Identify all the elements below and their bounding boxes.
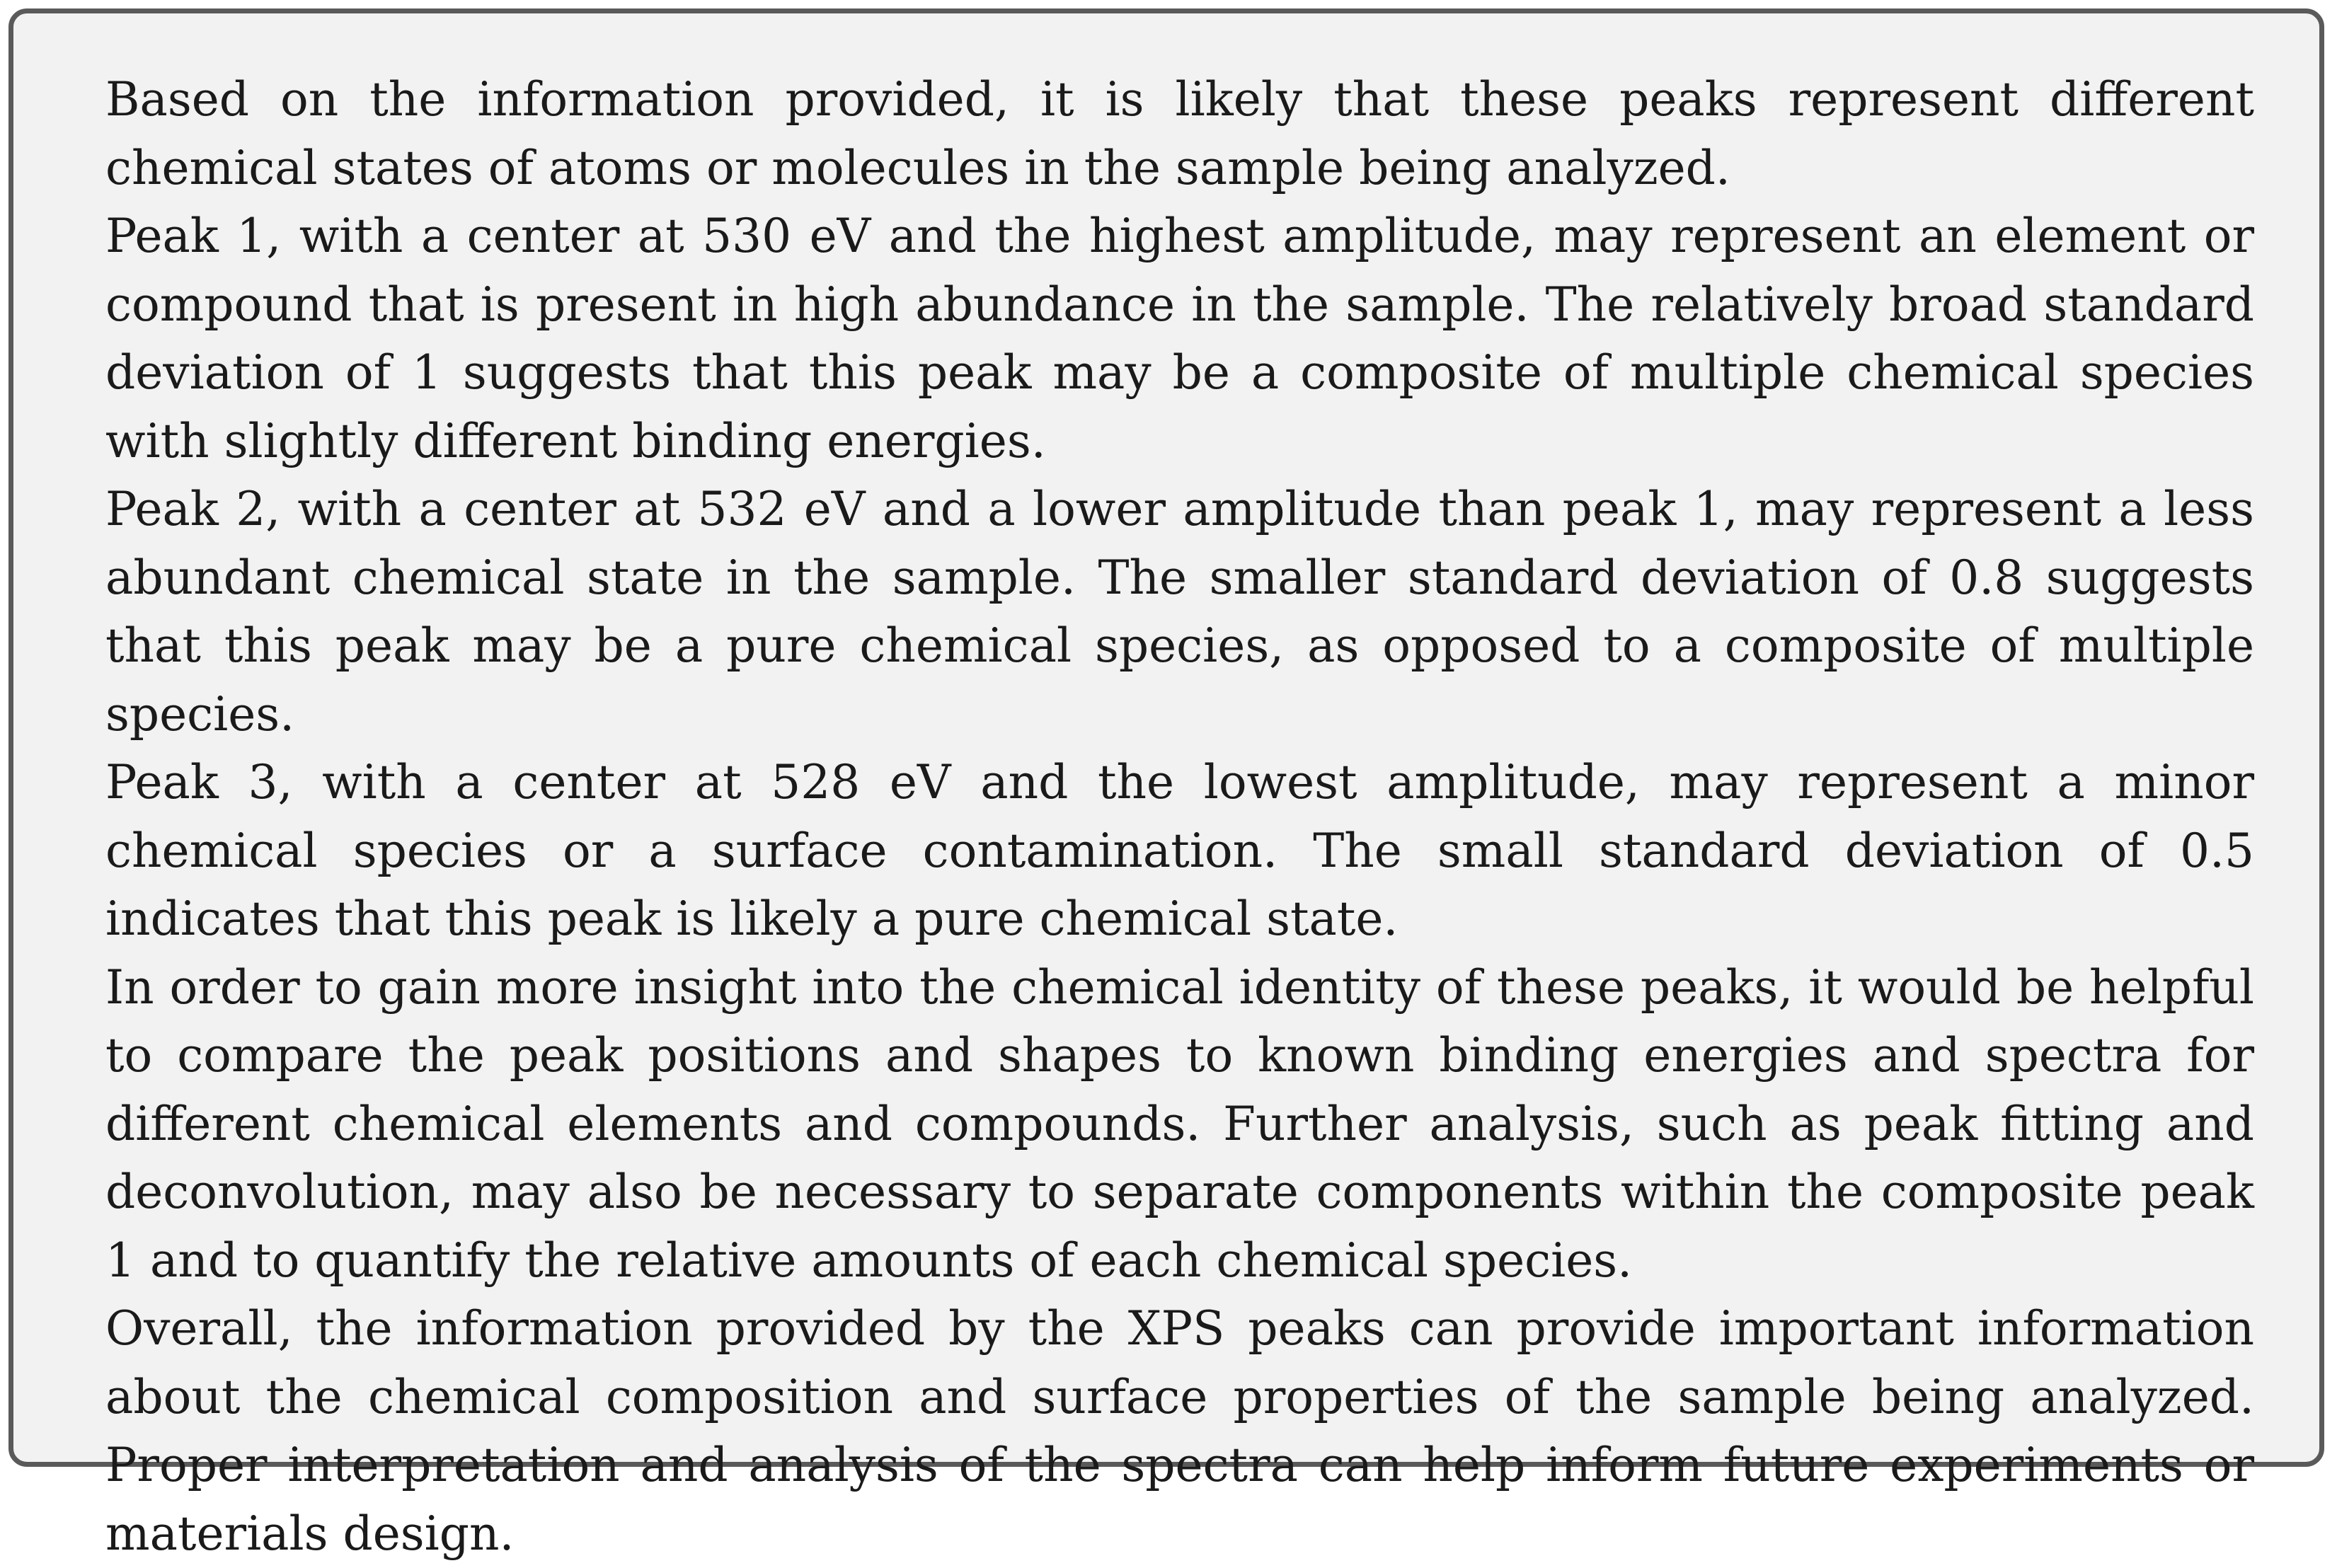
paragraph-intro: Based on the information provided, it is likely that these peaks represent different chemical states of atoms or molecules in the sample being analyzed.	[105, 72, 2254, 195]
paragraph-peak-1: Peak 1, with a center at 530 eV and the highest amplitude, may represent an element or compound that is present in high abundance in the sample. The relatively broad standard deviation of 1 suggests that this peak may be a composite of multiple chemical species with slightly different binding energies.	[105, 209, 2254, 468]
paragraph-further-analysis: In order to gain more insight into the chemical identity of these peaks, it would be helpful to compare the peak positions and shapes to known binding energies and spectra for different chemical elements and compounds. Further analysis, such as peak fitting and deconvolution, may also be necessary to separate components within the composite peak 1 and to quantify the relative amounts of each chemical species.	[105, 959, 2254, 1288]
response-body	[105, 66, 2254, 1568]
paragraph-peak-2: Peak 2, with a center at 532 eV and a lower amplitude than peak 1, may represent a less abundant chemical state in the sample. The smaller standard deviation of 0.8 suggests that this peak may be a pure chemical species, as opposed to a composite of multiple species.	[105, 482, 2254, 742]
paragraph-conclusion: Overall, the information provided by the XPS peaks can provide important information about the chemical composition and surface properties of the sample being analyzed. Proper interpretation and analysis of the spectra can help inform future experiments or materials design.	[105, 1301, 2254, 1561]
paragraph-peak-3: Peak 3, with a center at 528 eV and the lowest amplitude, may represent a minor chemical species or a surface contamination. The small standard deviation of 0.5 indicates that this peak is likely a pure chemical state.	[105, 755, 2254, 946]
response-text-box	[8, 8, 2324, 1561]
